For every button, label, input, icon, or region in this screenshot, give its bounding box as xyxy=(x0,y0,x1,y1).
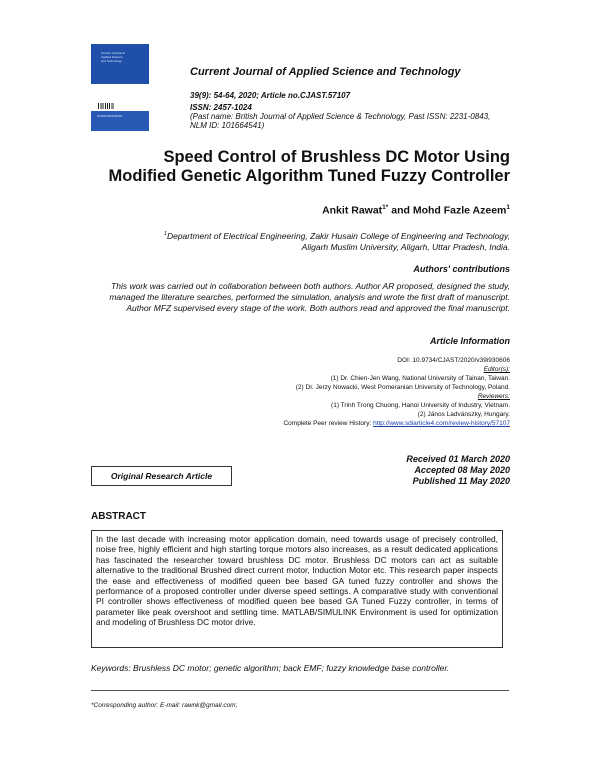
title-line: Speed Control of Brushless DC Motor Using xyxy=(163,148,510,166)
author-superscript: 1 xyxy=(506,204,510,211)
affiliation-line: Department of Electrical Engineering, Zakir Husain College of Engineering and Technology, xyxy=(166,230,510,241)
abstract-heading: ABSTRACT xyxy=(91,511,146,522)
received-date: Received 01 March 2020 xyxy=(406,454,510,464)
author-affiliation xyxy=(90,229,510,253)
journal-name: Current Journal of Applied Science and Technology xyxy=(190,66,461,78)
barcode-icon xyxy=(98,103,114,109)
editor-entry: (2) Dr. Jerzy Nowacki, West Pomeranian University of Technology, Poland. xyxy=(295,384,510,391)
journal-issue: 39(9): 54-64, 2020; Article no.CJAST.57107 xyxy=(190,91,351,100)
reviewer-entry: (1) Trinh Trong Chuong, Hanoi University of Industry, Vietnam. xyxy=(331,402,510,409)
journal-past-name: (Past name: British Journal of Applied Science & Technology, Past ISSN: 2231-0843, xyxy=(190,112,491,121)
cover-title-line: Current Journal of xyxy=(101,51,126,55)
journal-issn: ISSN: 2457-1024 xyxy=(190,103,252,112)
cover-top-panel xyxy=(91,44,149,84)
editor-entry: (1) Dr. Chien-Jen Wang, National University of Tainan, Taiwan. xyxy=(330,375,510,382)
affiliation-superscript: 1 xyxy=(163,231,167,237)
footnote-divider xyxy=(91,690,509,691)
editors-label: Editor(s): xyxy=(483,366,510,373)
keywords-line: Keywords: Brushless DC motor; genetic algorithm; back EMF; fuzzy knowledge base controller. xyxy=(91,663,450,673)
cover-title-line: and Technology xyxy=(101,59,122,63)
abstract-text: In the last decade with increasing motor application domain, need towards usage of precisely controlled, noise free, highly efficient and high starting torque motors also increases, as a result dedicated applications has fascinated the researcher toward brushless DC motor. Brushless DC motors can act as suitable alternative to the traditional Brushed direct current motor, Induction Motor etc. This research paper inspects the ease and effectiveness of modified queen bee based GA tuned fuzzy controller and shows the performance of a proposed controller under diverse speed settings. A comparative study with conventional PI controller shows effectiveness of modified queen bee based GA Tuned Fuzzy controller, in terms of parameter like peak overshoot and settling time. MATLAB/SIMULINK Environment is used for optimization and modeling of Brushless DC motor drive. xyxy=(91,530,503,648)
affiliation-line: Aligarh Muslim University, Aligarh, Uttar Pradesh, India. xyxy=(301,241,510,252)
cover-title-line: Applied Science xyxy=(101,55,123,59)
journal-nlm-id: NLM ID: 101664541) xyxy=(190,121,265,130)
cover-bottom-label: SCIENCEDOMAIN xyxy=(97,114,123,118)
article-dates xyxy=(406,454,510,487)
contributions-text: This work was carried out in collaboration between both authors. Author AR proposed, designed the study, managed the literature searches, performed the simulation, analysis and wrote the first draft of manuscript. Author MFZ supervised every stage of the work. Both authors read and approved the final manuscript. xyxy=(109,281,510,313)
accepted-date: Accepted 08 May 2020 xyxy=(414,465,510,475)
review-history-label: Complete Peer review History: xyxy=(283,420,374,427)
author-separator: and xyxy=(388,204,413,217)
reviewers-label: Reviewers: xyxy=(477,393,510,400)
article-info-block xyxy=(110,356,510,428)
contributions-heading: Authors' contributions xyxy=(413,264,510,274)
review-history xyxy=(110,419,510,428)
doi-text: DOI: 10.9734/CJAST/2020/v39i930606 xyxy=(397,357,510,364)
corresponding-author-footnote: *Corresponding author: E-mail: rawnk@gmail.com; xyxy=(91,702,238,709)
article-info-heading: Article Information xyxy=(429,336,510,346)
journal-cover-image xyxy=(91,44,149,132)
paper-title xyxy=(40,148,510,186)
author-list xyxy=(322,204,510,217)
article-type-box: Original Research Article xyxy=(91,466,232,486)
published-date: Published 11 May 2020 xyxy=(412,476,510,486)
review-history-link[interactable]: http://www.sdiarticle4.com/review-history/57107 xyxy=(373,420,510,427)
title-line: Modified Genetic Algorithm Tuned Fuzzy Controller xyxy=(108,167,510,185)
author-name: Mohd Fazle Azeem xyxy=(412,204,507,217)
author-name: Ankit Rawat xyxy=(322,204,383,217)
author-superscript: 1* xyxy=(382,204,389,211)
cover-bottom-panel xyxy=(91,111,149,131)
reviewer-entry: (2) János Ladvánszky, Hungary. xyxy=(417,411,510,418)
